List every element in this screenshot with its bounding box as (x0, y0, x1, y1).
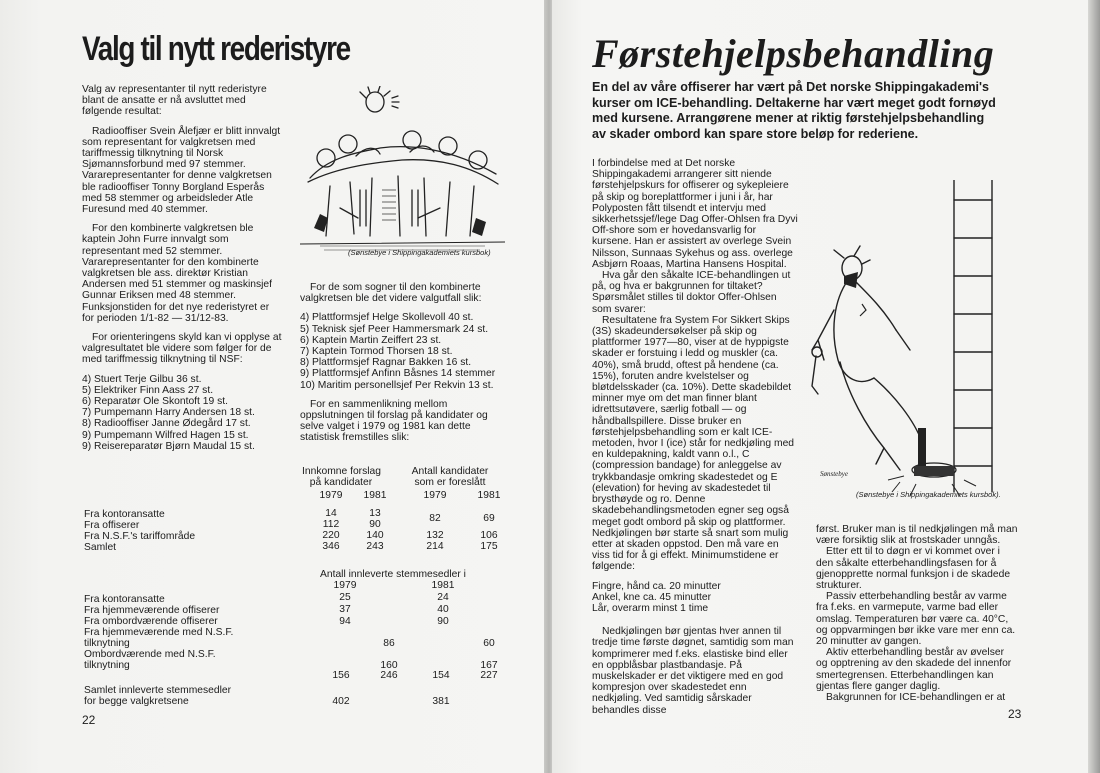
row-label: Fra hjemmeværende med N.S.F. (84, 627, 234, 638)
table-cell: 86 (383, 638, 395, 649)
table-cell: 160 (380, 660, 398, 671)
combined-results-list (300, 312, 504, 390)
paragraph: Radiooffiser Svein Ålefjær er blitt innvalgt som representant for valgkretsen med tariffmessig tilknytning til Norsk Sjømannsforbund med 97 stemmer. Vararepresentanter for denne valgkretsen ble radiooffiser Tonny Borgland Esperås med 58 stemmer og arbeidsleder Atle Furesund med 40 stemmer. (82, 125, 281, 216)
table-cell: 24 (437, 592, 449, 603)
list-item: 6) Reparatør Ole Skontoft 19 st. (82, 396, 228, 408)
row-label: for begge valgkretsene (84, 696, 189, 707)
paragraph: Aktiv etterbehandling består av øvelser og opptrening av den skadede del innenfor smertegrensen. Etterbehandlingen kan gjentas flere ganger daglig. (816, 647, 1012, 692)
row-label: Samlet innleverte stemmesedler (84, 685, 232, 696)
paragraph: For orienteringens skyld kan vi opplyse at valgresultatet ble videre som følger for de med tariffmessig tilknytning til NSF: (82, 332, 282, 366)
year-header: 1979 (423, 490, 447, 501)
right-column-2 (816, 524, 1018, 703)
row-label: Fra hjemmeværende offiserer (84, 605, 220, 616)
row-label: tilknytning (84, 660, 130, 671)
list-item: Lår, overarm minst 1 time (592, 602, 709, 614)
row-label: Fra N.S.F.'s tariffområde (84, 531, 196, 542)
right-cartoon-caption: (Sønstebye i Shippingakademiets kursbok). (856, 490, 1001, 499)
table-header: Antall innleverte stemmesedler i (320, 569, 466, 580)
list-item: 4) Plattformsjef Helge Skollevoll 40 st. (300, 312, 474, 324)
right-page (552, 0, 1100, 773)
left-column-1 (82, 84, 284, 452)
table-header: Innkomne forslag (302, 466, 381, 477)
paragraph: Hva går den såkalte ICE-behandlingen ut på, og hva er bakgrunnen for tiltaket? Spørsmålet stilles til doktor Offer-Ohlsen som svarer: (592, 270, 791, 315)
left-column-2 (300, 282, 504, 452)
page-number: 22 (82, 713, 96, 727)
group-hug-cartoon (300, 86, 505, 258)
table-cell: 156 (332, 670, 350, 681)
paragraph: For de som sogner til den kombinerte valgkretsen ble det videre valgutfall slik: (300, 282, 482, 305)
right-column-1 (592, 158, 798, 724)
lead-paragraph: En del av våre offiserer har vært på Det norske Shippingakademi's kurser om ICE-behandling. Deltakerne har vært meget godt fornøyd med kursene. Arrangørene mener at riktig førstehjelpsbehandling av skader ombord kan spare store beløp for rederiene. (592, 80, 996, 141)
paragraph: først. Bruker man is til nedkjølingen må man være forsiktig slik at frostskader unngås. (816, 524, 1018, 547)
list-item: 5) Teknisk sjef Peer Hammersmark 24 st. (300, 323, 489, 335)
row-label: Fra kontoransatte (84, 594, 165, 605)
cartoon-illustration (804, 180, 1024, 500)
table-header: som er foreslått (414, 477, 486, 488)
row-label: Fra ombordværende offiserer (84, 616, 218, 627)
table-header: på kandidater (309, 477, 373, 488)
list-item: 9) Reisereparatør Bjørn Maudal 15 st. (82, 440, 255, 452)
table-cell: 90 (437, 616, 449, 627)
table-cell: 14 (325, 508, 337, 519)
list-item: 5) Elektriker Finn Aass 27 st. (82, 384, 214, 396)
list-item: Fingre, hånd ca. 20 minutter (592, 580, 721, 592)
year-header: 1979 (333, 580, 357, 591)
left-cartoon-caption: (Sønstebye i Shippingakademiets kursbok) (348, 248, 491, 257)
table-cell: 37 (339, 604, 351, 615)
row-label: Fra offiserer (84, 520, 140, 531)
list-item: 10) Maritim personellsjef Per Rekvin 13 st. (300, 379, 494, 391)
table-cell: 25 (339, 592, 351, 603)
table-cell: 106 (480, 530, 498, 541)
table-cell: 13 (369, 508, 381, 519)
left-page-title: Valg til nytt rederistyre (82, 30, 350, 68)
row-label: tilknytning (84, 638, 130, 649)
table-cell: 214 (426, 541, 444, 552)
paragraph: Bakgrunnen for ICE-behandlingen er at (826, 692, 1006, 704)
artist-signature: Sønstebye (820, 470, 848, 478)
table-header: Antall kandidater (411, 466, 489, 477)
book-edge (1088, 0, 1100, 773)
nsf-results-list (82, 374, 284, 452)
row-label: Fra kontoransatte (84, 509, 165, 520)
paragraph: I forbindelse med at Det norske Shippingakademi arrangerer sitt niende førstehjelpskurs for offiserer og sykepleiere på skip og boreplattformer i juni i år, har Polyposten fått tilsendt et intervju med sikkerhetssjef/lege Dag Offer-Ohlsen fra Dyvi Off-shore som er hovedansvarlig for kursene. Han er assistert av overlege Svein Nilsson, Sunnaas Sykehus og ass. overlege Asbjørn Roaas, Martina Hansens Hospital. (592, 158, 798, 270)
minimum-times-list (592, 581, 798, 615)
table-cell: 402 (332, 696, 350, 707)
table-cell: 60 (483, 638, 495, 649)
list-item: 8) Radiooffiser Janne Ødegård 17 st. (82, 418, 251, 430)
table-cell: 175 (480, 541, 498, 552)
paragraph: Passiv etterbehandling består av varme fra f.eks. en varmepute, varme bad eller omslag. Temperaturen bør være ca. 40°C, og oppvarmingen bør ikke vare mer enn ca. 20 minutter av gangen. (816, 591, 1016, 648)
year-header: 1981 (477, 490, 501, 501)
cartoon-illustration (300, 86, 505, 258)
table-cell: 40 (437, 604, 449, 615)
list-item: 9) Plattformsjef Anfinn Båsnes 14 stemmer (300, 368, 496, 380)
paragraph: Nedkjølingen bør gjentas hver annen til tredje time første døgnet, samtidig som man komprimerer med f.eks. elastiske bind eller en oppblåsbar plastbandasje. På muskelskader er det viktigere med en god kompresjon over skadestedet enn nedkjøling. Ved samtidig sårskader behandles disse (592, 626, 794, 716)
paragraph: For en sammenlikning mellom oppslutningen til forslag på kandidater og selve valget i 1979 og 1981 kan dette statistisk fremstilles slik: (300, 398, 488, 444)
year-header: 1981 (431, 580, 455, 591)
table-cell: 220 (322, 530, 340, 541)
left-page (0, 0, 546, 773)
row-label: Ombordværende med N.S.F. (84, 649, 216, 660)
proposals-table (0, 466, 546, 556)
table-cell: 90 (369, 519, 381, 530)
ice-treatment-cartoon (804, 180, 1024, 500)
list-item: 6) Kaptein Martin Zeiffert 23 st. (300, 334, 442, 346)
table-cell: 112 (322, 519, 340, 530)
table-cell: 243 (366, 541, 384, 552)
table-cell: 227 (480, 670, 498, 681)
table-cell: 132 (426, 530, 444, 541)
year-header: 1981 (363, 490, 387, 501)
page-number: 23 (1008, 707, 1022, 721)
row-label: Samlet (84, 542, 117, 553)
paragraph: For den kombinerte valgkretsen ble kaptein John Furre innvalgt som representant med 52 stemmer. Vararepresentanter for den kombinerte valgkretsen ble ass. direktør Kristian Andersen med 51 stemmer og maskinsjef Gunnar Eriksen med 48 stemmer. Funksjonstiden for det nye rederistyret er for perioden 1/1-82 — 31/12-83. (82, 223, 273, 324)
table-cell: 346 (322, 541, 340, 552)
list-item: Ankel, kne ca. 45 minutter (592, 591, 712, 603)
paragraph: Resultatene fra System For Sikkert Skips (3S) skadeundersøkelser på skip og plattformer 1977—80, viser at de hyppigste skader er forstuing i ledd og muskler (ca. 40%), små brudd, oftest på hendene (ca. 15%), foruten andre kvelstelser og bløtdelsskader (ca. 10%). Dette skadebildet minner mye om det man finner blant idrettsutøvere, særlig fotball — og håndballspillere. Disse bruker en førstehjelpsbehandling som er kalt ICE-metoden, hvor I (ice) står for nedkjøling med en kuldepakning, kaldt vann o.l., C (compression bandage) for anleggelse av trykkbandasje omkring skadestedet og E (elevation) for heving av skadestedet til brysthøyde og ro. Denne skadebehandlingsmetoden egner seg også meget godt ombord på skip og plattformer. Nedkjølingen bør starte så snart som mulig etter at skaden oppstod. Den må vare en viss tid for å gi effekt. Minimumstidene er følgende: (592, 314, 795, 573)
table-cell: 154 (432, 670, 450, 681)
table-cell: 94 (339, 616, 351, 627)
right-page-title: Førstehjelpsbehandling (592, 31, 995, 76)
table-cell: 167 (480, 660, 498, 671)
year-header: 1979 (319, 490, 343, 501)
list-item: 7) Kaptein Tormod Thorsen 18 st. (300, 346, 453, 358)
list-item: 7) Pumpemann Harry Andersen 18 st. (82, 407, 255, 419)
table-cell: 69 (483, 513, 495, 524)
table-cell: 140 (366, 530, 384, 541)
paragraph: Etter ett til to døgn er vi kommet over i den såkalte etterbehandlingsfasen for å gjenopprette normal funksjon i de skadede strukturer. (816, 546, 1011, 592)
table-cell: 82 (429, 513, 441, 524)
table-cell: 381 (432, 696, 450, 707)
intro-paragraph: Valg av representanter til nytt rederistyre blant de ansatte er nå avsluttet med følgende resultat: (82, 84, 267, 118)
list-item: 9) Pumpemann Wilfred Hagen 15 st. (82, 429, 249, 441)
table-cell: 246 (380, 670, 398, 681)
list-item: 4) Stuert Terje Gilbu 36 st. (82, 373, 202, 385)
list-item: 8) Plattformsjef Ragnar Bakken 16 st. (300, 357, 472, 369)
